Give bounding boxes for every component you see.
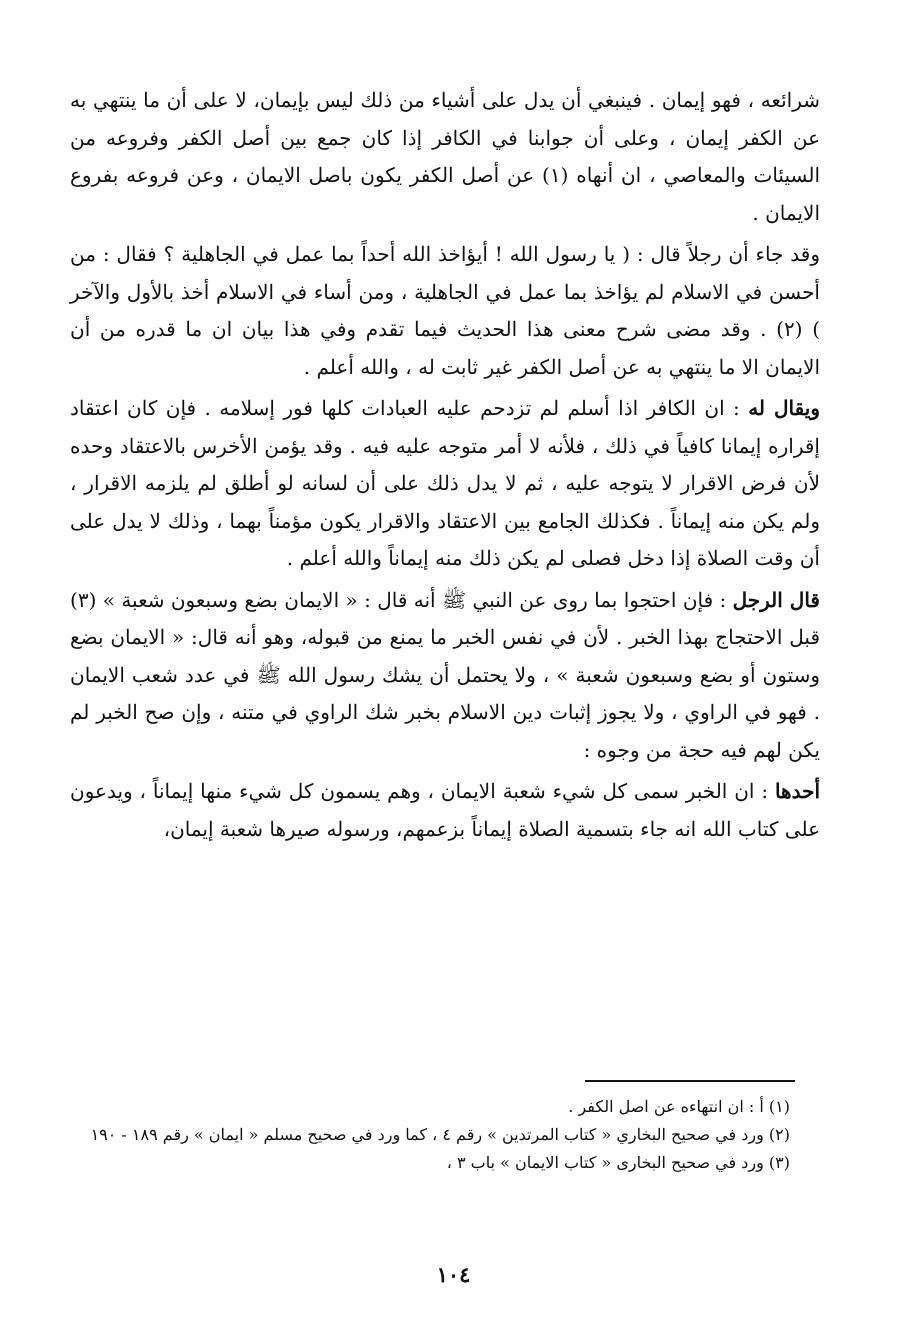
paragraph-3-lead: ويقال له: [748, 396, 820, 420]
footnote-separator: [585, 1080, 795, 1082]
main-text: [70, 82, 820, 848]
paragraph-3-text: : ان الكافر اذا أسلم لم تزدحم عليه العبادات كلها فور إسلامه . فإن كان اعتقاد إقراره إيمانا كافياً في ذلك ، فلأنه لا أمر متوجه عليه فيه . وقد يؤمن الأخرس بالاعتقاد وحده لأن فرض الاقرار لا يتوجه عليه ، ثم لا يدل ذلك على أن لسانه لو أطلق لم يلزمه الاقرار ، ولم يكن منه إيماناً . فكذلك الجامع بين الاعتقاد والاقرار يكون مؤمناً بهما ، وذلك لا يدل على أن وقت الصلاة إذا دخل فصلى لم يكن ذلك منه إيماناً والله أعلم .: [70, 396, 820, 570]
paragraph-1-text: شرائعه ، فهو إيمان . فينبغي أن يدل على أشياء من ذلك ليس بإيمان، لا على أن ما ينتهي به عن الكفر إيمان ، وعلى أن جوابنا في الكافر إذا كان جمع بين أصل الكفر وفروعه من السيئات والمعاصي ، ان أنهاه (١) عن أصل الكفر يكون باصل الايمان ، وعن فروعه بفروع الايمان .: [70, 88, 820, 225]
paragraph-2: [70, 236, 820, 386]
paragraph-4-text: : فإن احتجوا بما روى عن النبي ﷺ أنه قال : « الايمان بضع وسبعون شعبة » (٣) قبل الاحتجاج بهذا الخبر . لأن في نفس الخبر ما يمنع من قبوله، وهو أنه قال: « الايمان بضع وستون أو بضع وسبعون شعبة » ، ولا يحتمل أن يشك رسول الله ﷺ في عدد شعب الايمان . فهو في الراوي ، ولا يجوز إثبات دين الاسلام بخبر شك الراوي في متنه ، وإن صح الخبر لم يكن لهم فيه حجة من وجوه :: [70, 587, 820, 762]
paragraph-3: [70, 390, 820, 578]
paragraph-5-text: : ان الخبر سمى كل شيء شعبة الايمان ، وهم يسمون كل شيء منها إيماناً ، ويدعون على كتاب الله انه جاء بتسمية الصلاة إيماناً بزعمهم، ورسوله صيرها شعبة إيمان،: [70, 779, 820, 841]
footnote-2: (٢) ورد في صحيح البخاري « كتاب المرتدين » رقم ٤ ، كما ورد في صحيح مسلم « ايمان » رقم ١٨٩ - ١٩٠: [90, 1125, 790, 1144]
footnote-3: (٣) ورد في صحيح البخارى « كتاب الايمان » باب ٣ ،: [446, 1153, 790, 1172]
footnote-1: (١) أ : ان انتهاءه عن اصل الكفر .: [568, 1097, 790, 1116]
paragraph-1: [70, 82, 820, 232]
footnotes: [70, 1093, 790, 1177]
paragraph-4: [70, 582, 820, 770]
paragraph-5: [70, 773, 820, 848]
page-number: ١٠٤: [436, 1262, 471, 1287]
paragraph-5-lead: أحدها: [774, 779, 820, 803]
paragraph-4-lead: قال الرجل: [732, 587, 820, 612]
paragraph-2-text: وقد جاء أن رجلاً قال : ( يا رسول الله ! أيؤاخذ الله أحداً بما عمل في الجاهلية ؟ فقال : من أحسن في الاسلام لم يؤاخذ بما عمل في الجاهلية ، ومن أساء في الاسلام أخذ بالأول والآخر ) (٢) . وقد مضى شرح معنى هذا الحديث فيما تقدم وفي هذا بيان ان ما قدره من أن الايمان الا ما ينتهي به عن أصل الكفر غير ثابت له ، والله أعلم .: [70, 242, 820, 379]
